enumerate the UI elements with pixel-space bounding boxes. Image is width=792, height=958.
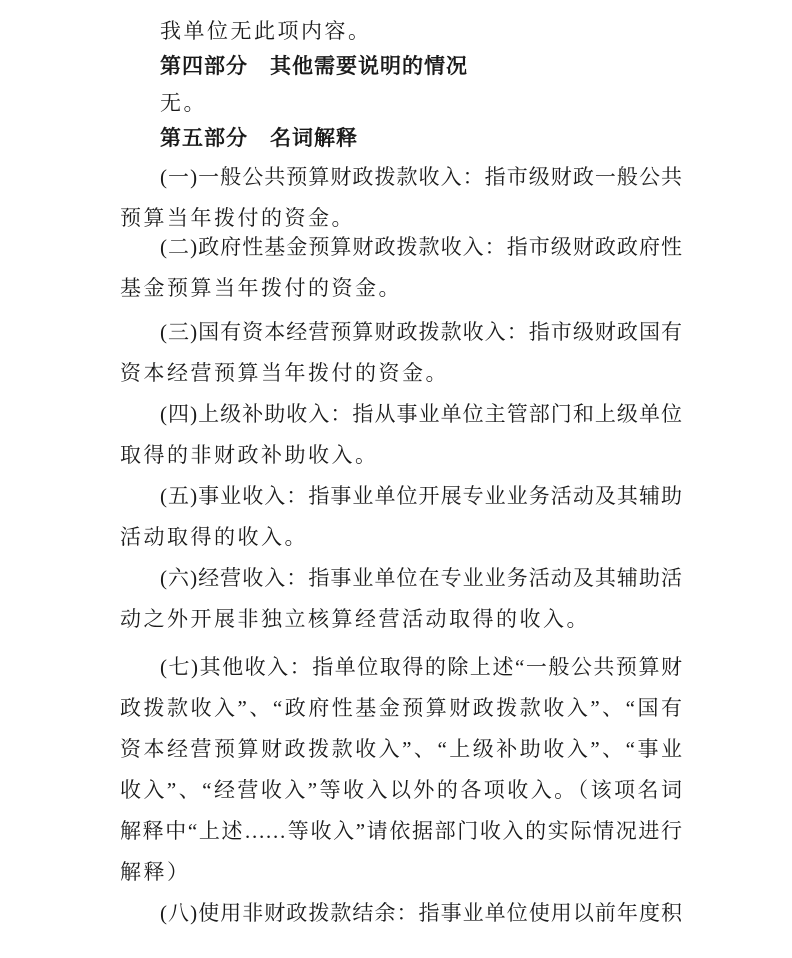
text-line: (二)政府性基金预算财政拨款收入：指市级财政政府性 <box>160 235 682 259</box>
text-line: 预算当年拨付的资金。 <box>120 206 355 230</box>
text-line: 解释） <box>120 860 191 884</box>
text-line: (七)其他收入：指单位取得的除上述“一般公共预算财 <box>160 655 682 679</box>
text-line: 解释中“上述……等收入”请依据部门收入的实际情况进行 <box>120 819 682 843</box>
text-line: 基金预算当年拨付的资金。 <box>120 276 402 300</box>
text-line: 收入”、“经营收入”等收入以外的各项收入。（该项名词 <box>120 778 682 802</box>
text-line: 活动取得的收入。 <box>120 525 308 549</box>
text-line: (四)上级补助收入：指从事业单位主管部门和上级单位 <box>160 402 682 426</box>
section-heading: 第五部分 名词解释 <box>160 127 358 150</box>
text-line: 动之外开展非独立核算经营活动取得的收入。 <box>120 607 590 631</box>
text-line: (三)国有资本经营预算财政拨款收入：指市级财政国有 <box>160 320 682 344</box>
text-line: 资本经营预算当年拨付的资金。 <box>120 361 449 385</box>
text-line: (八)使用非财政拨款结余：指事业单位使用以前年度积 <box>160 901 682 925</box>
text-line: 我单位无此项内容。 <box>160 19 372 43</box>
document-text-block <box>120 13 682 934</box>
text-line: 政拨款收入”、“政府性基金预算财政拨款收入”、“国有 <box>120 696 682 720</box>
text-line: (一)一般公共预算财政拨款收入：指市级财政一般公共 <box>160 165 682 189</box>
text-line: 取得的非财政补助收入。 <box>120 443 379 467</box>
text-line: 资本经营预算财政拨款收入”、“上级补助收入”、“事业 <box>120 737 682 761</box>
text-line: 无。 <box>160 91 207 115</box>
text-line: (六)经营收入：指事业单位在专业业务活动及其辅助活 <box>160 566 682 590</box>
section-heading: 第四部分 其他需要说明的情况 <box>160 55 468 78</box>
text-line: (五)事业收入：指事业单位开展专业业务活动及其辅助 <box>160 484 682 508</box>
